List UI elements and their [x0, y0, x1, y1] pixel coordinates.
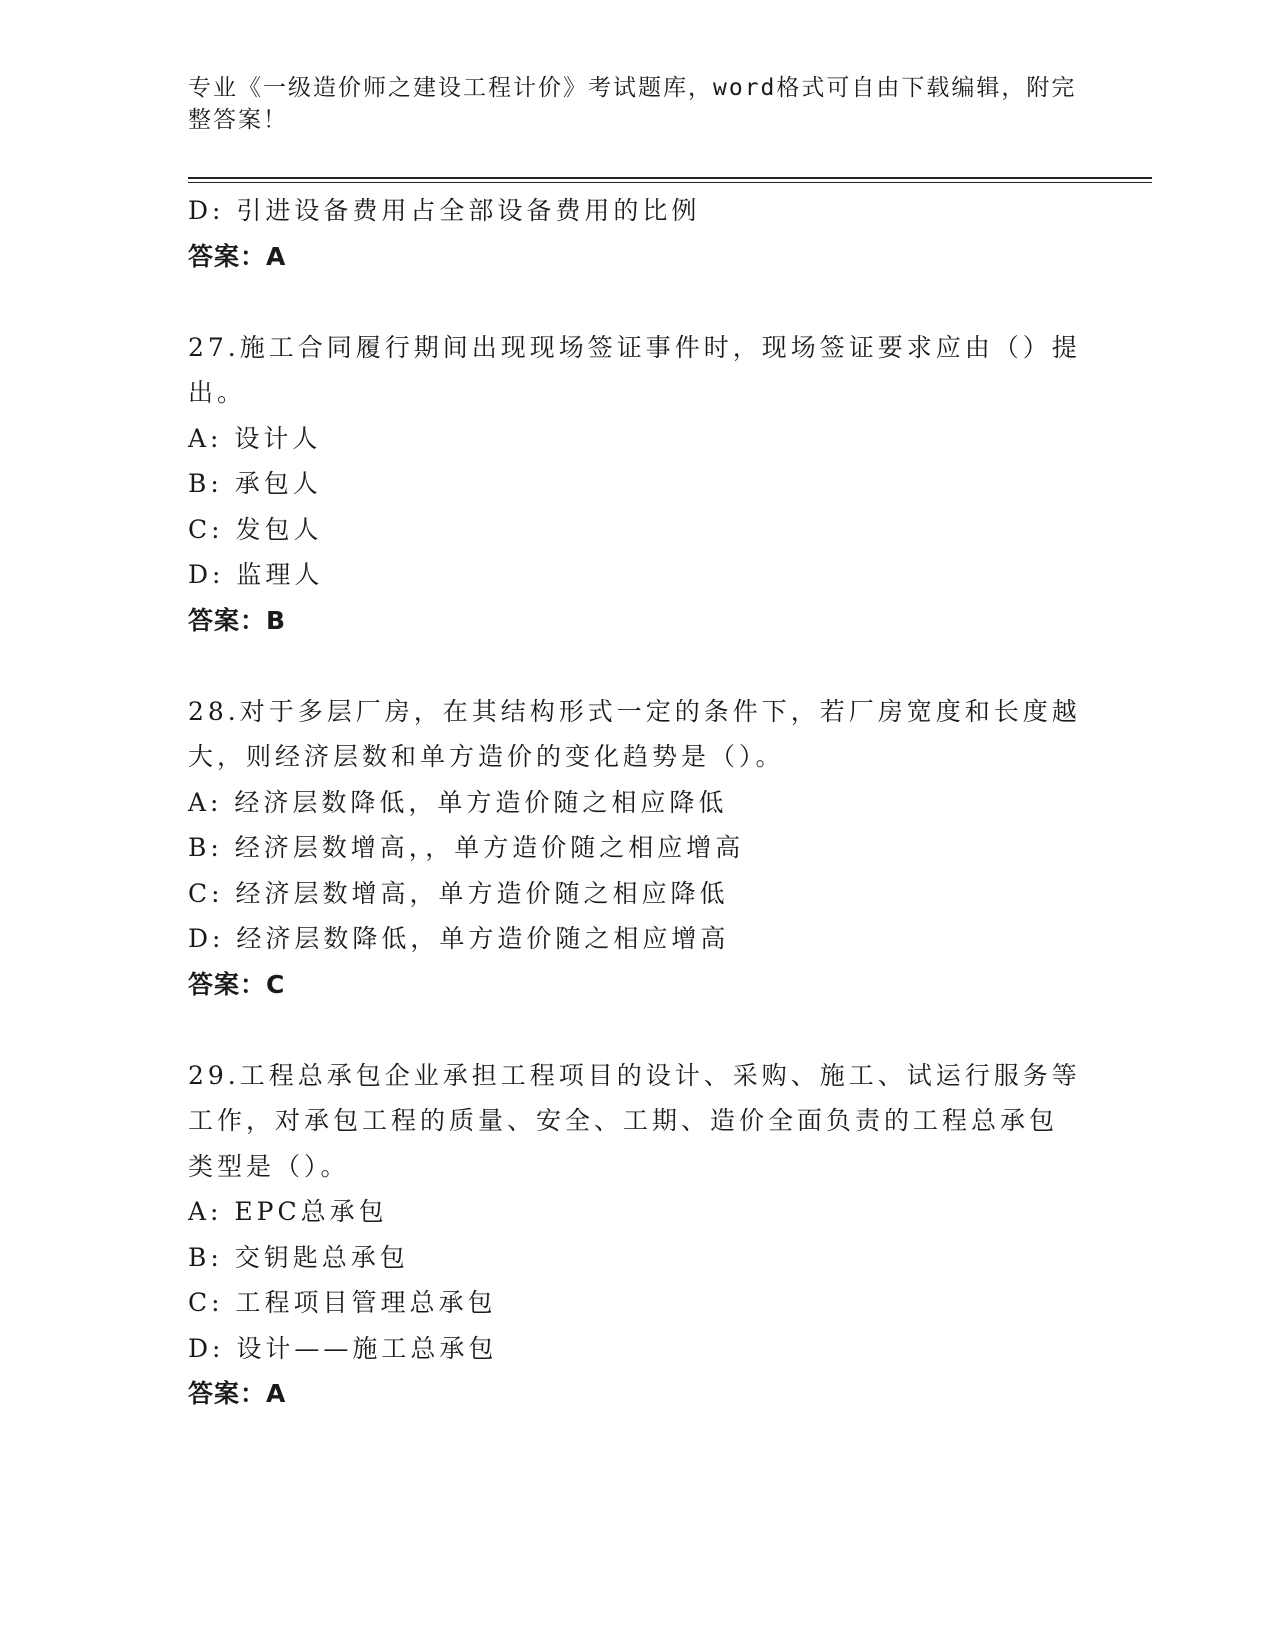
- header-divider-thick: [188, 177, 1152, 179]
- question-stem: 28.对于多层厂房，在其结构形式一定的条件下，若厂房宽度和长度越: [188, 696, 1081, 726]
- option-b: B: 交钥匙总承包: [188, 1242, 409, 1272]
- question-stem-cont: 类型是（）。: [188, 1151, 350, 1181]
- question-stem: 29.工程总承包企业承担工程项目的设计、采购、施工、试运行服务等: [188, 1060, 1081, 1090]
- option-b: B: 承包人: [188, 469, 322, 498]
- option-d: D: 经济层数降低，单方造价随之相应增高: [188, 924, 730, 953]
- answer: 答案：C: [188, 969, 286, 999]
- question-stem: 27.施工合同履行期间出现现场签证事件时，现场签证要求应由（）提: [188, 332, 1081, 362]
- header-divider-thin: [188, 182, 1152, 183]
- option-b: B: 经济层数增高，，单方造价随之相应增高: [188, 833, 745, 862]
- question-29: [188, 1053, 1088, 1417]
- option-a: A: 经济层数降低，单方造价随之相应降低: [188, 787, 728, 817]
- option-d: D: 监理人: [188, 560, 324, 589]
- option-c: C: 发包人: [188, 514, 323, 544]
- option-a: A: 设计人: [188, 423, 322, 453]
- prev-answer: 答案：A: [188, 241, 287, 271]
- header-text: 专业《一级造价师之建设工程计价》考试题库，word格式可自由下载编辑，附完整答案！: [188, 75, 1077, 133]
- prev-option-d: D: 引进设备费用占全部设备费用的比例: [188, 196, 701, 225]
- question-stem-cont: 大，则经济层数和单方造价的变化趋势是（）。: [188, 742, 785, 771]
- question-content: [188, 188, 1088, 1417]
- question-28: [188, 689, 1088, 1008]
- spacer: [188, 279, 1088, 325]
- document-header: [188, 72, 1088, 136]
- spacer: [188, 643, 1088, 689]
- answer: 答案：A: [188, 1379, 287, 1408]
- option-a: A: EPC总承包: [188, 1197, 388, 1226]
- answer: 答案：B: [188, 605, 287, 635]
- option-c: C: 工程项目管理总承包: [188, 1288, 497, 1317]
- question-27: [188, 325, 1088, 644]
- option-d: D: 设计——施工总承包: [188, 1333, 498, 1363]
- question-stem-cont: 出。: [188, 378, 247, 407]
- question-stem-cont: 工作，对承包工程的质量、安全、工期、造价全面负责的工程总承包: [188, 1106, 1059, 1135]
- option-c: C: 经济层数增高，单方造价随之相应降低: [188, 878, 729, 908]
- spacer: [188, 1007, 1088, 1053]
